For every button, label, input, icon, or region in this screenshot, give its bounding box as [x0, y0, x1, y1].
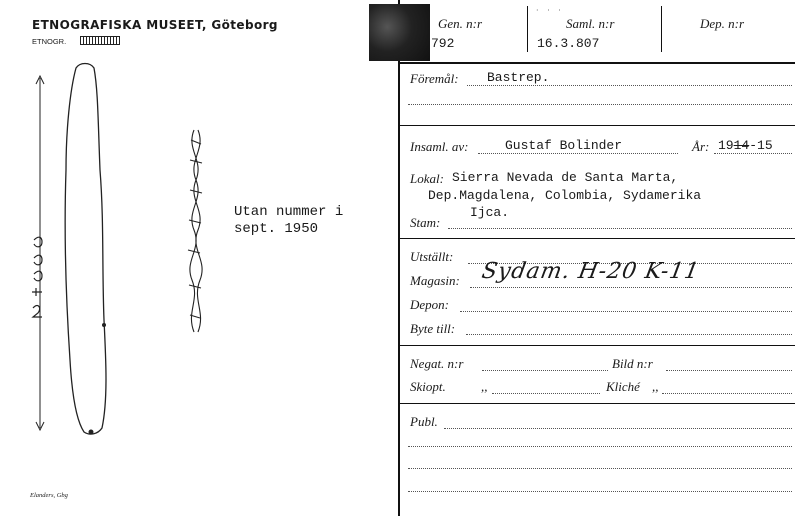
dep-number-label: Dep. n:r — [700, 16, 745, 31]
insaml-label: Insaml. av: — [410, 139, 469, 154]
magasin-label: Magasin: — [410, 273, 460, 288]
smudge-marks: · · · — [536, 6, 564, 15]
object-drawing — [0, 0, 398, 516]
lokal-line-2: Dep.Magdalena, Colombia, Sydamerika — [428, 188, 702, 203]
gen-number-label: Gen. n:r — [438, 16, 483, 31]
rope-outline — [65, 64, 106, 435]
kliche-ditto: ,, — [652, 379, 659, 394]
skiopt-ditto: ,, — [481, 379, 488, 394]
note-line-1: Utan nummer i — [234, 204, 344, 220]
year-value: 1914-15 — [718, 138, 773, 153]
kliche-label: Kliché — [606, 379, 640, 394]
saml-number-value: 16.3.807 — [537, 36, 600, 51]
publ-label: Publ. — [410, 414, 438, 429]
tape-mark — [369, 4, 430, 61]
header-divider-2 — [661, 6, 662, 52]
utstallt-label: Utställt: — [410, 249, 454, 264]
foremal-label: Föremål: — [410, 71, 459, 86]
note-line-2: sept. 1950 — [234, 221, 319, 237]
braid-detail — [188, 130, 202, 332]
printer-imprint: Elanders, Gbg — [30, 492, 68, 499]
depon-label: Depon: — [410, 297, 449, 312]
insaml-value: Gustaf Bolinder — [505, 138, 623, 153]
card-divider — [398, 0, 400, 516]
gen-number-value: 792 — [431, 36, 455, 51]
stam-value: Ijca. — [470, 205, 510, 220]
museum-title: ETNOGRAFISKA MUSEET, Göteborg — [32, 18, 278, 32]
acquisition-note — [234, 204, 343, 238]
year-label: År: — [692, 139, 710, 154]
bild-label: Bild n:r — [612, 356, 653, 371]
foremal-value: Bastrep. — [487, 70, 550, 85]
lokal-line-1: Sierra Nevada de Santa Marta, — [452, 170, 679, 185]
lokal-label: Lokal: — [410, 171, 444, 186]
saml-number-label: Saml. n:r — [566, 16, 615, 31]
header-rule — [400, 62, 795, 64]
length-arrow-icon — [36, 76, 44, 430]
skiopt-label: Skiopt. — [410, 379, 446, 394]
header-divider-1 — [527, 6, 528, 52]
stam-label: Stam: — [410, 215, 441, 230]
negat-label: Negat. n:r — [410, 356, 464, 371]
byte-label: Byte till: — [410, 321, 456, 336]
department-label: ETNOGR. — [32, 37, 67, 46]
magasin-value: Sydam. H-20 K-11 — [479, 259, 702, 284]
